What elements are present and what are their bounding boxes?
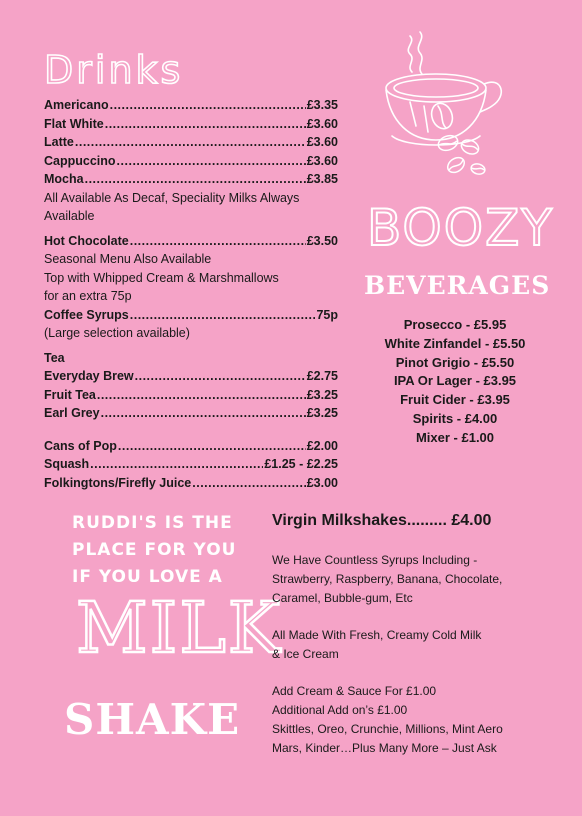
list-item: Prosecco - £5.95	[403, 317, 507, 332]
list-item: IPA Or Lager - £3.95	[393, 373, 517, 389]
promo-line: IF YOU LOVE A	[72, 567, 223, 587]
item-price: £1.25 - £2.25	[264, 457, 338, 471]
beverages-title: BEVERAGES	[364, 271, 551, 300]
milkshake-text: Add Cream & Sauce For £1.00	[272, 684, 437, 698]
menu-row-juice	[44, 474, 338, 493]
tea-heading: Tea	[44, 350, 65, 365]
item-price: £3.25	[306, 387, 338, 402]
boozy-title: BOOZY	[367, 199, 554, 257]
menu-row-hot-chocolate	[44, 232, 338, 251]
item-price: £2.75	[306, 369, 338, 383]
decaf-note: All Available As Decaf, Speciality Milks Always Available	[44, 190, 300, 223]
item-name: Everyday Brew	[44, 369, 134, 383]
list-item: White Zinfandel - £5.50	[384, 335, 526, 351]
leader-dots	[117, 152, 306, 171]
menu-row-coffee-syrups	[44, 306, 338, 325]
list-item: Pinot Grigio - £5.50	[395, 354, 515, 370]
syrups-note: (Large selection available)	[44, 326, 190, 340]
leader-dots	[130, 306, 316, 325]
leader-dots	[110, 96, 306, 115]
item-price: £3.60	[306, 153, 338, 168]
milkshake-text: & Ice Cream	[272, 647, 339, 661]
menu-row-earl-grey	[44, 404, 338, 423]
leader-dots	[105, 115, 306, 134]
item-price: 75p	[316, 307, 338, 322]
coffee-bean-icon	[430, 125, 490, 185]
milkshake-text: We Have Countless Syrups Including -	[272, 553, 478, 567]
menu-row-cans-of-pop	[44, 437, 338, 456]
promo-line: PLACE FOR YOU	[72, 540, 237, 560]
boozy-list	[360, 316, 550, 448]
item-price: £3.60	[306, 116, 338, 131]
list-item: Fruit Cider - £3.95	[400, 392, 510, 408]
item-name: Americano	[44, 98, 109, 112]
milk-title: MILK	[76, 587, 283, 669]
item-name: Mocha	[44, 172, 84, 186]
leader-dots	[101, 404, 306, 423]
item-name: Squash	[44, 457, 90, 471]
item-name: Hot Chocolate	[44, 233, 129, 248]
item-price: £3.25	[306, 406, 338, 420]
list-item: Mixer - £1.00	[415, 429, 495, 445]
item-name: Earl Grey	[44, 406, 100, 420]
menu-row-mocha	[44, 170, 338, 189]
leader-dots	[97, 386, 306, 405]
leader-dots	[135, 367, 306, 386]
milkshake-text: Strawberry, Raspberry, Banana, Chocolate,	[272, 572, 503, 586]
milkshake-text: Mars, Kinder…Plus Many More – Just Ask	[272, 741, 497, 755]
topping-note: Top with Whipped Cream & Marshmallows	[44, 270, 279, 285]
item-name: Folkingtons/Firefly Juice	[44, 475, 192, 490]
milkshake-text: Skittles, Oreo, Crunchie, Millions, Mint Aero	[272, 722, 503, 736]
seasonal-note: Seasonal Menu Also Available	[44, 252, 212, 266]
leader-dots	[85, 170, 306, 189]
item-price: £3.50	[306, 233, 338, 248]
menu-row-fruit-tea	[44, 386, 338, 405]
item-price: £3.85	[306, 172, 338, 186]
leader-dots	[130, 232, 306, 251]
item-price: £3.35	[306, 98, 338, 112]
promo-line: RUDDI'S IS THE	[72, 513, 233, 533]
leader-dots	[192, 474, 305, 493]
menu-row-everyday-brew	[44, 367, 338, 386]
menu-row-latte	[44, 133, 338, 152]
drinks-title: Drinks	[44, 48, 184, 92]
item-name: Fruit Tea	[44, 387, 96, 402]
milkshake-heading: Virgin Milkshakes......... £4.00	[272, 512, 492, 529]
item-name: Cans of Pop	[44, 438, 117, 453]
leader-dots	[90, 455, 263, 474]
drinks-list	[44, 96, 338, 492]
list-item: Spirits - £4.00	[412, 410, 498, 426]
menu-row-flat-white	[44, 115, 338, 134]
leader-dots	[75, 133, 306, 152]
item-name: Flat White	[44, 116, 104, 131]
milkshake-text: Additional Add on’s £1.00	[272, 703, 408, 717]
leader-dots	[118, 437, 306, 456]
item-name: Coffee Syrups	[44, 307, 129, 322]
menu-row-americano	[44, 96, 338, 115]
item-name: Latte	[44, 135, 74, 149]
item-price: £3.60	[306, 135, 338, 149]
item-name: Cappuccino	[44, 153, 116, 168]
milkshake-text: All Made With Fresh, Creamy Cold Milk	[272, 628, 482, 642]
menu-row-cappuccino	[44, 152, 338, 171]
topping-price-note: for an extra 75p	[44, 289, 132, 303]
milkshake-text: Caramel, Bubble-gum, Etc	[272, 591, 413, 605]
menu-row-squash	[44, 455, 338, 474]
milkshake-section	[272, 509, 562, 758]
item-price: £3.00	[306, 475, 338, 490]
shake-title: SHAKE	[64, 695, 241, 744]
item-price: £2.00	[306, 438, 338, 453]
milkshake-promo-text	[72, 510, 252, 591]
